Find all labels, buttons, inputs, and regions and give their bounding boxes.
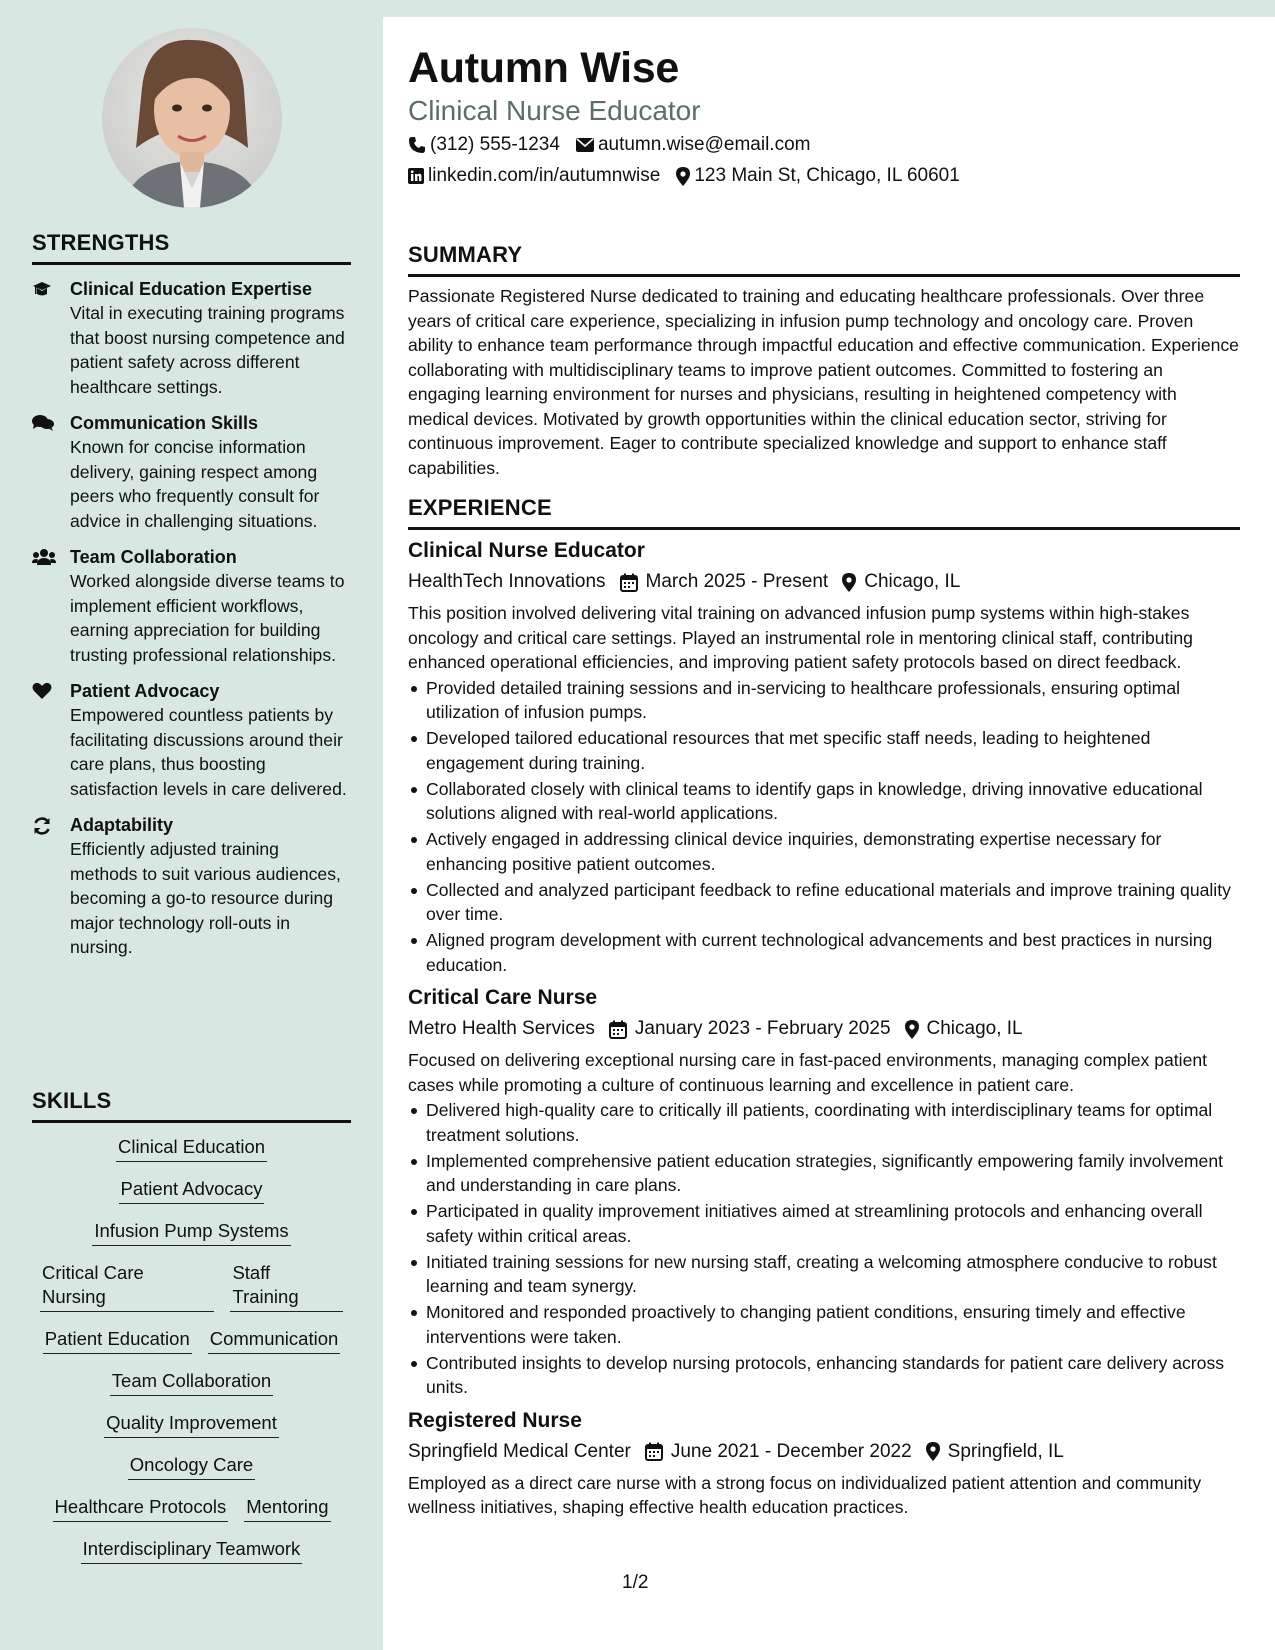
job-location: Chicago, IL (926, 1018, 1023, 1039)
strength-desc: Vital in executing training programs that boost nursing competence and patient safety across different healthcare settings. (70, 303, 345, 397)
skill-tag: Oncology Care (128, 1453, 255, 1480)
job-company: HealthTech Innovations (408, 571, 606, 592)
email-icon (576, 138, 594, 152)
phone-text[interactable]: (312) 555-1234 (430, 134, 560, 155)
bullet-item: Contributed insights to develop nursing protocols, enhancing standards for patient care delivery across units. (408, 1351, 1240, 1400)
strength-item (32, 545, 351, 667)
skills-list (32, 1135, 351, 1579)
strength-item (32, 411, 351, 533)
skill-tag: Staff Training (230, 1261, 343, 1312)
job-title: Clinical Nurse Educator (408, 539, 645, 562)
job-title: Registered Nurse (408, 1408, 582, 1432)
job-entry (408, 1409, 1240, 1520)
job-entry (408, 986, 1240, 1400)
linkedin-icon (408, 168, 424, 184)
candidate-name: Autumn Wise (408, 44, 680, 92)
strengths-heading: STRENGTHS (32, 230, 351, 265)
job-entry (408, 539, 1240, 977)
strength-desc: Empowered countless patients by facilitating discussions around their care plans, thus boosting satisfaction levels in care delivered. (70, 705, 347, 799)
bullet-item: Actively engaged in addressing clinical device inquiries, demonstrating expertise necessary for enhancing positive patient outcomes. (408, 827, 1240, 876)
job-bullets (408, 1098, 1240, 1400)
skill-tag: Clinical Education (116, 1135, 267, 1162)
main-content (408, 0, 1240, 1650)
calendar-icon (609, 1020, 627, 1039)
strength-item (32, 277, 351, 399)
strength-title: Team Collaboration (70, 547, 237, 567)
skill-tag: Critical Care Nursing (40, 1261, 214, 1312)
bullet-item: Implemented comprehensive patient education strategies, significantly empowering family involvement and understanding in care plans. (408, 1149, 1240, 1198)
strength-title: Communication Skills (70, 413, 259, 433)
job-dates: January 2023 - February 2025 (634, 1018, 891, 1039)
profile-photo-illustration (102, 28, 282, 208)
bullet-item: Initiated training sessions for new nursing staff, creating a welcoming atmosphere conducive to robust learning and team synergy. (408, 1250, 1240, 1299)
skill-tag: Mentoring (244, 1495, 330, 1522)
job-meta (408, 1441, 1240, 1463)
candidate-title: Clinical Nurse Educator (408, 95, 701, 126)
job-dates: June 2021 - December 2022 (670, 1440, 912, 1462)
job-location: Chicago, IL (864, 571, 961, 592)
bullet-item: Collected and analyzed participant feedback to refine educational materials and improve training quality over time. (408, 878, 1240, 927)
skill-tag: Team Collaboration (110, 1369, 273, 1396)
comments-icon (32, 411, 70, 533)
skills-section (32, 1088, 351, 1579)
strength-desc: Known for concise information delivery, gaining respect among peers who frequently consult for advice in challenging situations. (70, 437, 320, 531)
sidebar (0, 0, 383, 1650)
strength-desc: Worked alongside diverse teams to implement efficient workflows, earning appreciation for building trusting professional relationships. (70, 571, 345, 665)
strength-desc: Efficiently adjusted training methods to suit various audiences, becoming a go-to resource during major technology roll-outs in nursing. (70, 839, 341, 957)
bullet-item: Aligned program development with current technological advancements and best practices in nursing education. (408, 928, 1240, 977)
bullet-item: Participated in quality improvement initiatives aimed at streamlining protocols and enhancing overall safety within critical areas. (408, 1199, 1240, 1248)
calendar-icon (645, 1442, 663, 1461)
summary-text: Passionate Registered Nurse dedicated to training and educating healthcare professionals. Over three years of critical care experience, specializing in infusion pump technology and oncology care. Proven ability to enhance team performance through impactful education and effective communication. Experience collaborating with multidisciplinary teams to improve patient outcomes. Committed to fostering an engaging learning environment for nurses and physicians, resulting in heightened competency with medical devices. Motivated by growth opportunities within the clinical education sector, striving for continuous improvement. Eager to contribute specialized knowledge and support to enhance staff capabilities. (408, 286, 1239, 478)
location-icon (842, 573, 856, 592)
bullet-item: Monitored and responded proactively to changing patient conditions, ensuring timely and effective interventions were taken. (408, 1300, 1240, 1349)
job-dates: March 2025 - Present (645, 571, 829, 592)
page-number: 1/2 (622, 1572, 649, 1593)
profile-photo (102, 28, 282, 208)
job-description: Employed as a direct care nurse with a strong focus on individualized patient attention and community wellness initiatives, shaping effective health education practices. (408, 1472, 1202, 1517)
linkedin-link[interactable]: linkedin.com/in/autumnwise (428, 165, 661, 186)
summary-section (408, 242, 1240, 480)
phone-icon (408, 136, 426, 154)
graduation-icon (32, 277, 70, 399)
job-meta (408, 571, 1240, 593)
job-bullets (408, 676, 1240, 978)
strengths-section (32, 230, 351, 960)
job-description: Focused on delivering exceptional nursing care in fast-paced environments, managing complex patient cases while promoting a culture of continuous learning and excellence in patient care. (408, 1050, 1208, 1095)
job-title: Critical Care Nurse (408, 986, 598, 1009)
job-location: Springfield, IL (947, 1440, 1064, 1462)
job-description: This position involved delivering vital training on advanced infusion pump systems within high-stakes oncology and critical care settings. Played an instrumental role in mentoring clinical staff, contributing enhanced operational efficiencies, and improving patient safety protocols based on direct feedback. (408, 603, 1193, 672)
job-company: Metro Health Services (408, 1018, 595, 1039)
skill-tag: Communication (208, 1327, 341, 1354)
skill-tag: Interdisciplinary Teamwork (81, 1537, 303, 1564)
job-company: Springfield Medical Center (408, 1440, 631, 1462)
skills-heading: SKILLS (32, 1088, 351, 1123)
location-icon (905, 1020, 919, 1039)
experience-section (408, 495, 1240, 1520)
strength-title: Clinical Education Expertise (70, 279, 313, 299)
bullet-item: Collaborated closely with clinical teams to identify gaps in knowledge, driving innovative educational solutions aligned with real-world applications. (408, 777, 1240, 826)
sync-icon (32, 813, 70, 960)
location-icon (676, 167, 690, 186)
contact-row-1 (408, 134, 826, 156)
address-text: 123 Main St, Chicago, IL 60601 (694, 165, 960, 186)
heart-icon (32, 679, 70, 801)
email-link[interactable]: autumn.wise@email.com (597, 134, 811, 155)
contact-row-2 (408, 165, 976, 187)
skill-tag: Quality Improvement (104, 1411, 279, 1438)
location-icon (926, 1442, 940, 1461)
bullet-item: Delivered high-quality care to critically ill patients, coordinating with interdisciplinary teams for optimal treatment solutions. (408, 1098, 1240, 1147)
skill-tag: Patient Education (43, 1327, 192, 1354)
skill-tag: Infusion Pump Systems (92, 1219, 290, 1246)
users-icon (32, 545, 70, 667)
job-meta (408, 1018, 1240, 1040)
bullet-item: Provided detailed training sessions and in-servicing to healthcare professionals, ensuring optimal utilization of infusion pumps. (408, 676, 1240, 725)
skill-tag: Healthcare Protocols (53, 1495, 229, 1522)
calendar-icon (620, 573, 638, 592)
strength-title: Adaptability (70, 815, 174, 835)
bullet-item: Developed tailored educational resources that met specific staff needs, leading to heightened engagement during training. (408, 726, 1240, 775)
experience-heading: EXPERIENCE (408, 495, 1240, 530)
skill-tag: Patient Advocacy (119, 1177, 265, 1204)
summary-heading: SUMMARY (408, 242, 1240, 277)
strength-item (32, 679, 351, 801)
strength-title: Patient Advocacy (70, 681, 220, 701)
strength-item (32, 813, 351, 960)
